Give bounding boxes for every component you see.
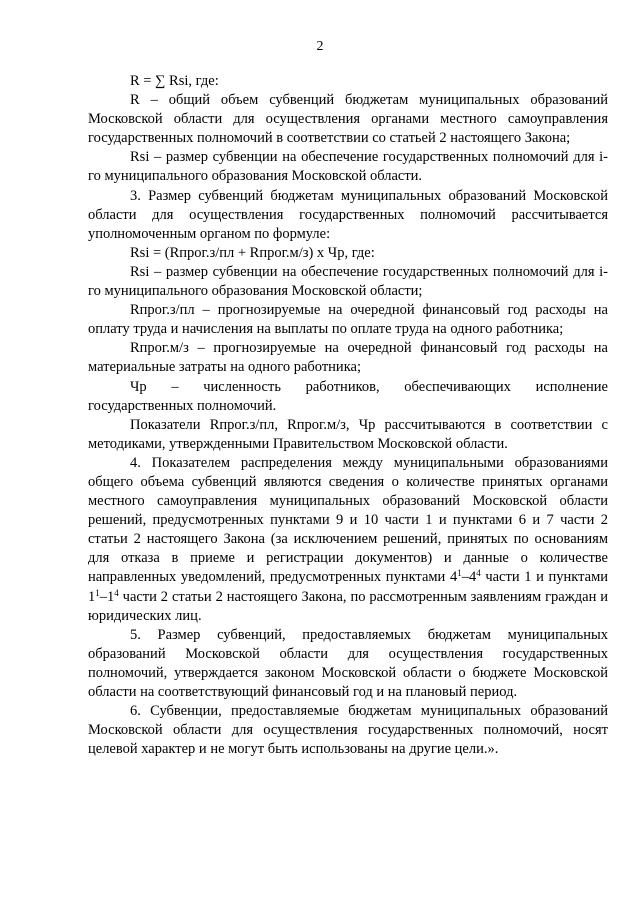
para-r-definition: R – общий объем субвенций бюджетам муниципальных образований Московской области для осуществления органами местного самоуправления государственных полномочий в соответствии со статьей 2 настоящего Закона; — [88, 92, 608, 147]
item-4-dash-1: –4 — [461, 569, 477, 586]
item-4-sup-1: 1 — [457, 568, 462, 579]
item-4-text-2: части 1 и пунктами 1 — [88, 569, 609, 605]
item-4-sup-2: 4 — [476, 568, 481, 579]
page-number: 2 — [316, 39, 324, 54]
item-4-text-1: 4. Показателем распределения между муниципальными образованиями общего объема субвенций являются сведения о количестве принятых органами местного самоуправления муниципальных образований Московской области решений, предусмотренных пунктами 9 и 10 части 1 и пунктами 6 и 7 части 2 статьи 2 настоящего Закона (за исключением решений, принятых по основаниям для отказа в приеме и регистрации документов) и данные о количестве направленных уведомлений, предусмотренных пунктами 4 — [88, 454, 608, 586]
item-5: 5. Размер субвенций, предоставляемых бюджетам муниципальных образований Московской области для осуществления государственных полномочий, утверждается законом Московской области о бюджете Московской области на соответствующий финансовый год и на плановый период. — [88, 626, 608, 700]
document-body — [88, 72, 608, 759]
para-rprog-zpl-definition: Rпрог.з/пл – прогнозируемые на очередной финансовый год расходы на оплату труда и начисления на выплаты по оплате труда на одного работника; — [88, 302, 608, 338]
item-6: 6. Субвенции, предоставляемые бюджетам муниципальных образований Московской области для осуществления государственных полномочий, носят целевой характер и не могут быть использованы на другие цели.». — [88, 703, 608, 758]
item-4 — [88, 454, 608, 626]
item-4-sup-3: 1 — [95, 587, 100, 598]
para-rprog-mz-definition: Rпрог.м/з – прогнозируемые на очередной финансовый год расходы на материальные затраты на одного работника; — [88, 340, 608, 376]
item-3: 3. Размер субвенций бюджетам муниципальных образований Московской области для осуществления государственных полномочий рассчитывается уполномоченным органом по формуле: — [88, 187, 608, 242]
item-4-text-3: части 2 статьи 2 настоящего Закона, по рассмотренным заявлениям граждан и юридических лиц. — [88, 588, 608, 624]
formula-rsi: Rsi = (Rпрог.з/пл + Rпрог.м/з) x Чр, где: — [130, 244, 375, 261]
para-rsi-2-definition: Rsi – размер субвенции на обеспечение государственных полномочий для i-го муниципального образования Московской области; — [88, 263, 608, 300]
para-rsi-1-definition: Rsi – размер субвенции на обеспечение государственных полномочий для i-го муниципального образования Московской области. — [88, 149, 608, 185]
item-4-dash-2: –1 — [99, 588, 115, 605]
para-indicators-calculation: Показатели Rпрог.з/пл, Rпрог.м/з, Чр рассчитываются в соответствии с методиками, утвержденными Правительством Московской области. — [88, 416, 608, 452]
item-4-sup-4: 4 — [114, 587, 119, 598]
para-chr-definition: Чр – численность работников, обеспечивающих исполнение государственных полномочий. — [88, 378, 608, 414]
formula-r: R = ∑ Rsi, где: — [130, 73, 219, 89]
